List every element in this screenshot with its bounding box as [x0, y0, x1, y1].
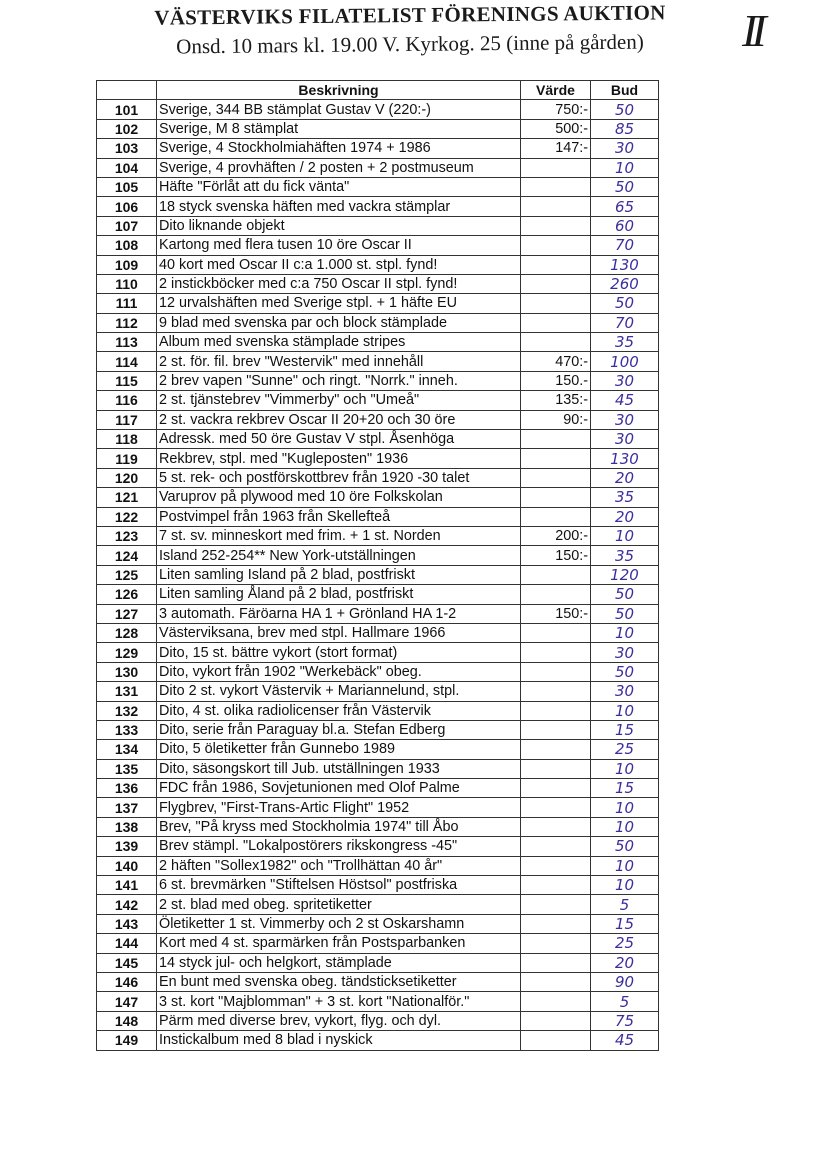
table-row [97, 895, 659, 914]
lot-description: Instickalbum med 8 blad i nyskick [157, 1031, 521, 1050]
page-mark: II [742, 5, 761, 56]
lot-number: 134 [97, 740, 157, 759]
lot-value [521, 876, 591, 895]
lot-bid: 15 [591, 720, 659, 739]
lot-description: 2 st. vackra rekbrev Oscar II 20+20 och 30 öre [157, 410, 521, 429]
lot-bid: 70 [591, 236, 659, 255]
lot-value [521, 856, 591, 875]
lot-value [521, 274, 591, 293]
lot-value [521, 643, 591, 662]
lot-description: Kartong med flera tusen 10 öre Oscar II [157, 236, 521, 255]
table-row [97, 798, 659, 817]
lot-number: 148 [97, 1011, 157, 1030]
lot-bid: 20 [591, 507, 659, 526]
lot-bid: 30 [591, 682, 659, 701]
lot-bid: 50 [591, 837, 659, 856]
lot-description: 2 instickböcker med c:a 750 Oscar II stpl. fynd! [157, 274, 521, 293]
lot-number: 115 [97, 371, 157, 390]
lot-bid: 130 [591, 255, 659, 274]
lot-number: 132 [97, 701, 157, 720]
lot-bid: 10 [591, 817, 659, 836]
lot-value [521, 1031, 591, 1050]
lot-table-body [97, 100, 659, 1050]
header-bid: Bud [591, 81, 659, 100]
lot-value [521, 759, 591, 778]
table-row [97, 158, 659, 177]
lot-description: 5 st. rek- och postförskottbrev från 1920 -30 talet [157, 468, 521, 487]
lot-number: 128 [97, 623, 157, 642]
lot-description: Varuprov på plywood med 10 öre Folkskolan [157, 488, 521, 507]
lot-value [521, 992, 591, 1011]
lot-description: 3 st. kort "Majblomman" + 3 st. kort "Nationalför." [157, 992, 521, 1011]
table-row [97, 914, 659, 933]
lot-value: 150:- [521, 546, 591, 565]
lot-value: 90:- [521, 410, 591, 429]
lot-value [521, 585, 591, 604]
table-row [97, 856, 659, 875]
table-row [97, 643, 659, 662]
lot-description: Sverige, 4 provhäften / 2 posten + 2 postmuseum [157, 158, 521, 177]
table-row [97, 177, 659, 196]
lot-bid: 10 [591, 798, 659, 817]
lot-bid: 15 [591, 779, 659, 798]
table-row [97, 817, 659, 836]
lot-description: Öletiketter 1 st. Vimmerby och 2 st Oskarshamn [157, 914, 521, 933]
lot-value [521, 972, 591, 991]
table-row [97, 662, 659, 681]
lot-description: Dito, säsongskort till Jub. utställningen 1933 [157, 759, 521, 778]
lot-number: 147 [97, 992, 157, 1011]
lot-bid: 30 [591, 430, 659, 449]
lot-description: 6 st. brevmärken "Stiftelsen Höstsol" postfriska [157, 876, 521, 895]
lot-number: 116 [97, 391, 157, 410]
lot-bid: 50 [591, 604, 659, 623]
table-row [97, 391, 659, 410]
lot-number: 129 [97, 643, 157, 662]
lot-number: 137 [97, 798, 157, 817]
lot-number: 118 [97, 430, 157, 449]
lot-number: 114 [97, 352, 157, 371]
lot-number: 141 [97, 876, 157, 895]
lot-bid: 35 [591, 546, 659, 565]
lot-number: 102 [97, 119, 157, 138]
lot-description: Brev, "På kryss med Stockholmia 1974" till Åbo [157, 817, 521, 836]
lot-bid: 50 [591, 177, 659, 196]
lot-bid: 35 [591, 488, 659, 507]
lot-bid: 120 [591, 565, 659, 584]
lot-number: 140 [97, 856, 157, 875]
lot-bid: 50 [591, 662, 659, 681]
lot-number: 103 [97, 139, 157, 158]
lot-description: Rekbrev, stpl. med "Kugleposten" 1936 [157, 449, 521, 468]
lot-bid: 10 [591, 856, 659, 875]
lot-value [521, 682, 591, 701]
lot-description: Västerviksana, brev med stpl. Hallmare 1966 [157, 623, 521, 642]
auction-lot-table [96, 80, 659, 1051]
lot-number: 105 [97, 177, 157, 196]
lot-value [521, 294, 591, 313]
table-row [97, 255, 659, 274]
lot-bid: 10 [591, 876, 659, 895]
table-row [97, 488, 659, 507]
table-row [97, 139, 659, 158]
lot-bid: 100 [591, 352, 659, 371]
table-row [97, 682, 659, 701]
lot-number: 131 [97, 682, 157, 701]
lot-description: 2 häften "Sollex1982" och "Trollhättan 40 år" [157, 856, 521, 875]
lot-number: 138 [97, 817, 157, 836]
lot-value: 135:- [521, 391, 591, 410]
lot-number: 142 [97, 895, 157, 914]
lot-value [521, 817, 591, 836]
table-row [97, 371, 659, 390]
table-row [97, 468, 659, 487]
table-row [97, 1031, 659, 1050]
lot-description: 9 blad med svenska par och block stämplade [157, 313, 521, 332]
lot-description: 7 st. sv. minneskort med frim. + 1 st. Norden [157, 526, 521, 545]
table-row [97, 294, 659, 313]
lot-bid: 50 [591, 100, 659, 119]
table-row [97, 604, 659, 623]
table-row [97, 623, 659, 642]
lot-bid: 30 [591, 139, 659, 158]
lot-description: Dito liknande objekt [157, 216, 521, 235]
header-number [97, 81, 157, 100]
lot-value: 150:- [521, 604, 591, 623]
lot-value [521, 236, 591, 255]
table-row [97, 100, 659, 119]
lot-value [521, 507, 591, 526]
lot-description: Sverige, 4 Stockholmiahäften 1974 + 1986 [157, 139, 521, 158]
table-row [97, 352, 659, 371]
lot-description: Dito, 5 öletiketter från Gunnebo 1989 [157, 740, 521, 759]
lot-description: FDC från 1986, Sovjetunionen med Olof Palme [157, 779, 521, 798]
table-row [97, 876, 659, 895]
header-description: Beskrivning [157, 81, 521, 100]
lot-number: 145 [97, 953, 157, 972]
lot-bid: 30 [591, 371, 659, 390]
lot-value [521, 1011, 591, 1030]
lot-description: 2 st. för. fil. brev "Westervik" med innehåll [157, 352, 521, 371]
lot-value: 147:- [521, 139, 591, 158]
lot-description: Flygbrev, "First-Trans-Artic Flight" 1952 [157, 798, 521, 817]
table-row [97, 216, 659, 235]
lot-number: 127 [97, 604, 157, 623]
lot-value: 200:- [521, 526, 591, 545]
table-row [97, 740, 659, 759]
table-row [97, 759, 659, 778]
table-row [97, 779, 659, 798]
lot-description: Dito, serie från Paraguay bl.a. Stefan Edberg [157, 720, 521, 739]
table-row [97, 507, 659, 526]
lot-number: 101 [97, 100, 157, 119]
lot-description: Island 252-254** New York-utställningen [157, 546, 521, 565]
table-row [97, 837, 659, 856]
lot-description: Adressk. med 50 öre Gustav V stpl. Åsenhöga [157, 430, 521, 449]
header-value: Värde [521, 81, 591, 100]
auction-date-location: Onsd. 10 mars kl. 19.00 V. Kyrkog. 25 (inne på gården) [176, 29, 644, 59]
lot-bid: 50 [591, 294, 659, 313]
lot-value [521, 953, 591, 972]
lot-value: 500:- [521, 119, 591, 138]
lot-value [521, 798, 591, 817]
lot-number: 122 [97, 507, 157, 526]
lot-value [521, 779, 591, 798]
lot-number: 104 [97, 158, 157, 177]
lot-number: 130 [97, 662, 157, 681]
lot-bid: 130 [591, 449, 659, 468]
lot-bid: 60 [591, 216, 659, 235]
table-row [97, 565, 659, 584]
lot-value [521, 333, 591, 352]
table-row [97, 449, 659, 468]
lot-description: 3 automath. Färöarna HA 1 + Grönland HA 1-2 [157, 604, 521, 623]
lot-number: 125 [97, 565, 157, 584]
lot-bid: 70 [591, 313, 659, 332]
lot-description: 2 brev vapen "Sunne" och ringt. "Norrk." inneh. [157, 371, 521, 390]
lot-description: Dito, 15 st. bättre vykort (stort format) [157, 643, 521, 662]
table-row [97, 333, 659, 352]
table-row [97, 585, 659, 604]
lot-description: Sverige, M 8 stämplat [157, 119, 521, 138]
lot-number: 121 [97, 488, 157, 507]
lot-bid: 65 [591, 197, 659, 216]
lot-number: 126 [97, 585, 157, 604]
lot-bid: 85 [591, 119, 659, 138]
lot-description: Kort med 4 st. sparmärken från Postsparbanken [157, 934, 521, 953]
lot-number: 146 [97, 972, 157, 991]
lot-description: 2 st. tjänstebrev "Vimmerby" och "Umeå" [157, 391, 521, 410]
lot-value [521, 701, 591, 720]
lot-value [521, 255, 591, 274]
lot-number: 106 [97, 197, 157, 216]
lot-number: 149 [97, 1031, 157, 1050]
lot-description: 18 styck svenska häften med vackra stämplar [157, 197, 521, 216]
lot-bid: 25 [591, 740, 659, 759]
lot-number: 111 [97, 294, 157, 313]
lot-bid: 260 [591, 274, 659, 293]
table-row [97, 313, 659, 332]
lot-bid: 30 [591, 410, 659, 429]
lot-value [521, 430, 591, 449]
lot-number: 109 [97, 255, 157, 274]
table-row [97, 720, 659, 739]
lot-description: Dito 2 st. vykort Västervik + Mariannelund, stpl. [157, 682, 521, 701]
lot-value [521, 177, 591, 196]
lot-bid: 45 [591, 1031, 659, 1050]
lot-bid: 30 [591, 643, 659, 662]
lot-number: 112 [97, 313, 157, 332]
lot-number: 123 [97, 526, 157, 545]
lot-bid: 15 [591, 914, 659, 933]
lot-number: 120 [97, 468, 157, 487]
lot-value [521, 449, 591, 468]
lot-bid: 45 [591, 391, 659, 410]
lot-description: 2 st. blad med obeg. spritetiketter [157, 895, 521, 914]
lot-value [521, 934, 591, 953]
lot-value [521, 720, 591, 739]
table-row [97, 701, 659, 720]
lot-value [521, 914, 591, 933]
lot-value [521, 488, 591, 507]
lot-description: En bunt med svenska obeg. tändsticksetiketter [157, 972, 521, 991]
lot-description: Häfte "Förlåt att du fick vänta" [157, 177, 521, 196]
table-row [97, 934, 659, 953]
lot-bid: 20 [591, 953, 659, 972]
table-header-row [97, 81, 659, 100]
lot-bid: 50 [591, 585, 659, 604]
lot-value [521, 623, 591, 642]
lot-number: 117 [97, 410, 157, 429]
table-row [97, 953, 659, 972]
lot-description: Brev stämpl. "Lokalpostörers rikskongress -45" [157, 837, 521, 856]
lot-value [521, 662, 591, 681]
table-row [97, 526, 659, 545]
lot-bid: 5 [591, 992, 659, 1011]
lot-number: 139 [97, 837, 157, 856]
lot-number: 144 [97, 934, 157, 953]
lot-number: 113 [97, 333, 157, 352]
table-row [97, 274, 659, 293]
table-row [97, 410, 659, 429]
lot-description: Liten samling Åland på 2 blad, postfriskt [157, 585, 521, 604]
lot-description: 14 styck jul- och helgkort, stämplade [157, 953, 521, 972]
lot-bid: 35 [591, 333, 659, 352]
lot-bid: 75 [591, 1011, 659, 1030]
lot-description: Album med svenska stämplade stripes [157, 333, 521, 352]
lot-number: 108 [97, 236, 157, 255]
lot-description: Dito, 4 st. olika radiolicenser från Västervik [157, 701, 521, 720]
table-row [97, 992, 659, 1011]
table-row [97, 972, 659, 991]
table-row [97, 546, 659, 565]
lot-number: 124 [97, 546, 157, 565]
lot-value: 150.- [521, 371, 591, 390]
lot-description: 12 urvalshäften med Sverige stpl. + 1 häfte EU [157, 294, 521, 313]
lot-number: 143 [97, 914, 157, 933]
table-row [97, 1011, 659, 1030]
lot-description: Pärm med diverse brev, vykort, flyg. och dyl. [157, 1011, 521, 1030]
lot-number: 133 [97, 720, 157, 739]
lot-number: 135 [97, 759, 157, 778]
lot-value: 470:- [521, 352, 591, 371]
lot-value [521, 740, 591, 759]
table-row [97, 197, 659, 216]
lot-value [521, 313, 591, 332]
lot-value [521, 895, 591, 914]
lot-number: 136 [97, 779, 157, 798]
lot-value: 750:- [521, 100, 591, 119]
lot-description: Sverige, 344 BB stämplat Gustav V (220:-) [157, 100, 521, 119]
lot-bid: 20 [591, 468, 659, 487]
lot-description: Postvimpel från 1963 från Skellefteå [157, 507, 521, 526]
table-row [97, 236, 659, 255]
lot-number: 119 [97, 449, 157, 468]
lot-description: Liten samling Island på 2 blad, postfriskt [157, 565, 521, 584]
lot-description: Dito, vykort från 1902 "Werkebäck" obeg. [157, 662, 521, 681]
lot-value [521, 197, 591, 216]
lot-bid: 25 [591, 934, 659, 953]
lot-bid: 10 [591, 623, 659, 642]
lot-number: 107 [97, 216, 157, 235]
lot-number: 110 [97, 274, 157, 293]
lot-bid: 10 [591, 759, 659, 778]
lot-bid: 90 [591, 972, 659, 991]
lot-bid: 10 [591, 158, 659, 177]
lot-value [521, 216, 591, 235]
lot-value [521, 565, 591, 584]
lot-description: 40 kort med Oscar II c:a 1.000 st. stpl. fynd! [157, 255, 521, 274]
lot-value [521, 468, 591, 487]
table-row [97, 119, 659, 138]
table-row [97, 430, 659, 449]
page-title: VÄSTERVIKS FILATELIST FÖRENINGS AUKTION [154, 0, 666, 30]
lot-bid: 10 [591, 701, 659, 720]
lot-bid: 10 [591, 526, 659, 545]
lot-value [521, 837, 591, 856]
lot-value [521, 158, 591, 177]
lot-bid: 5 [591, 895, 659, 914]
